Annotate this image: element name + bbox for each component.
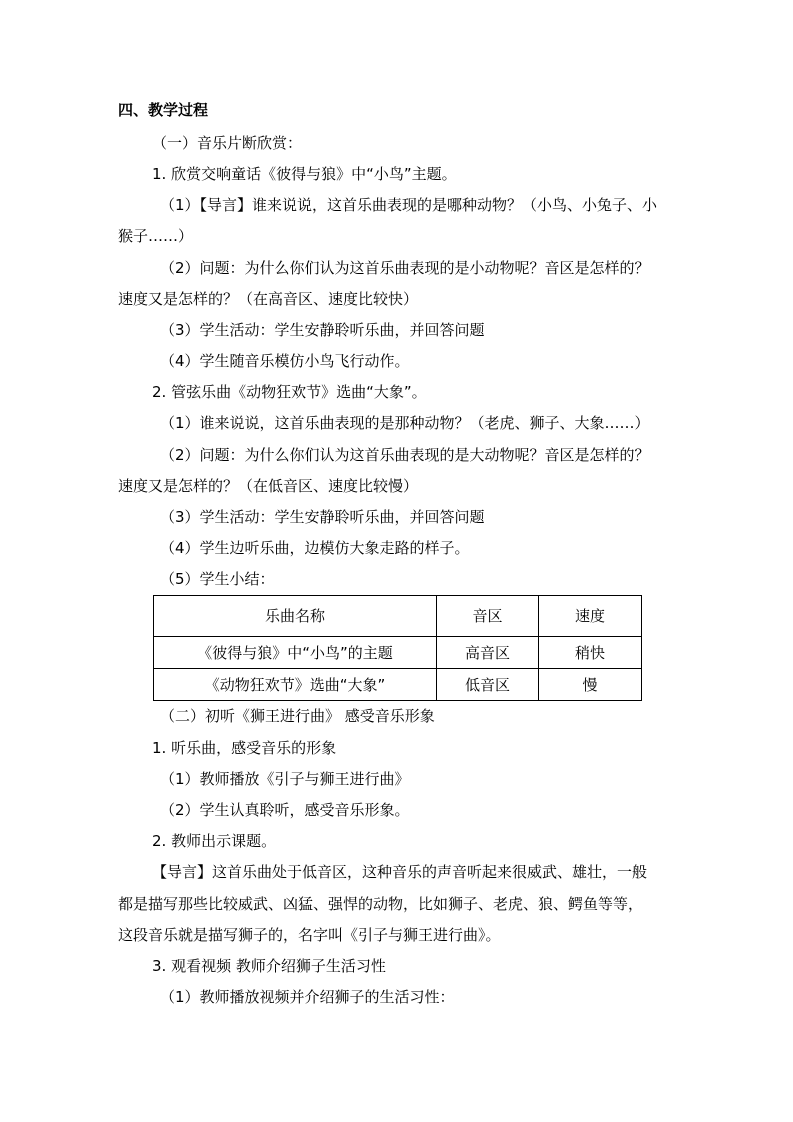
table-cell: 低音区 xyxy=(437,669,539,701)
part1-title: （一）音乐片断欣赏： xyxy=(152,134,303,152)
part2-item1-s1: （1）教师播放《引子与狮王进行曲》 xyxy=(160,770,410,788)
part2-item2-p-line2: 都是描写那些比较威武、凶猛、强悍的动物，比如狮子、老虎、狼、鳄鱼等等， xyxy=(118,895,644,913)
table-row xyxy=(154,637,642,669)
part2-item1-s2: （2）学生认真聆听，感受音乐形象。 xyxy=(160,801,410,819)
part2-item3-title: 3. 观看视频 教师介绍狮子生活习性 xyxy=(152,957,386,975)
part1-item2-q3: （3）学生活动：学生安静聆听乐曲，并回答问题 xyxy=(160,508,485,526)
section-title: 四、教学过程 xyxy=(118,101,209,119)
part2-item1-title: 1. 听乐曲，感受音乐的形象 xyxy=(152,739,337,757)
part2-title: （二）初听《狮王进行曲》 感受音乐形象 xyxy=(160,707,435,725)
part1-item1-q1-line2: 猴子……） xyxy=(118,227,194,245)
part1-item2-q1: （1）谁来说说，这首乐曲表现的是那种动物？（老虎、狮子、大象……） xyxy=(160,414,650,432)
part2-item2-p-line3: 这段音乐就是描写狮子的，名字叫《引子与狮王进行曲》。 xyxy=(118,926,501,944)
part1-item1-q2-line1: （2）问题：为什么你们认为这首乐曲表现的是小动物呢？音区是怎样的？ xyxy=(160,259,650,277)
part1-item1-q1-line1: （1）【导言】谁来说说，这首乐曲表现的是哪种动物？（小鸟、小兔子、小 xyxy=(160,196,658,214)
table-cell: 稍快 xyxy=(539,637,642,669)
part2-item3-s1: （1）教师播放视频并介绍狮子的生活习性： xyxy=(160,988,455,1006)
table-cell: 《彼得与狼》中“小鸟”的主题 xyxy=(154,637,437,669)
table-cell: 《动物狂欢节》选曲“大象” xyxy=(154,669,437,701)
part2-item2-title: 2. 教师出示课题。 xyxy=(152,832,277,850)
part1-item1-q2-line2: 速度又是怎样的？（在高音区、速度比较快） xyxy=(118,290,419,308)
table-header-row xyxy=(154,596,642,637)
table-header-cell: 乐曲名称 xyxy=(154,596,437,637)
table-cell: 慢 xyxy=(539,669,642,701)
part1-item2-q2-line1: （2）问题：为什么你们认为这首乐曲表现的是大动物呢？音区是怎样的？ xyxy=(160,446,650,464)
summary-table xyxy=(153,595,642,701)
part1-item2-q4: （4）学生边听乐曲，边模仿大象走路的样子。 xyxy=(160,539,470,557)
part1-item2-q5: （5）学生小结： xyxy=(160,570,275,588)
part2-item2-p-line1: 【导言】这首乐曲处于低音区，这种音乐的声音听起来很威武、雄壮，一般 xyxy=(152,863,648,881)
part1-item1-title: 1. 欣赏交响童话《彼得与狼》中“小鸟”主题。 xyxy=(152,165,457,183)
table-header-cell: 音区 xyxy=(437,596,539,637)
part1-item2-title: 2. 管弦乐曲《动物狂欢节》选曲“大象”。 xyxy=(152,383,427,401)
table-header-cell: 速度 xyxy=(539,596,642,637)
part1-item1-q3: （3）学生活动：学生安静聆听乐曲，并回答问题 xyxy=(160,321,485,339)
part1-item1-q4: （4）学生随音乐模仿小鸟飞行动作。 xyxy=(160,352,410,370)
table-cell: 高音区 xyxy=(437,637,539,669)
part1-item2-q2-line2: 速度又是怎样的？（在低音区、速度比较慢） xyxy=(118,477,419,495)
table-row xyxy=(154,669,642,701)
